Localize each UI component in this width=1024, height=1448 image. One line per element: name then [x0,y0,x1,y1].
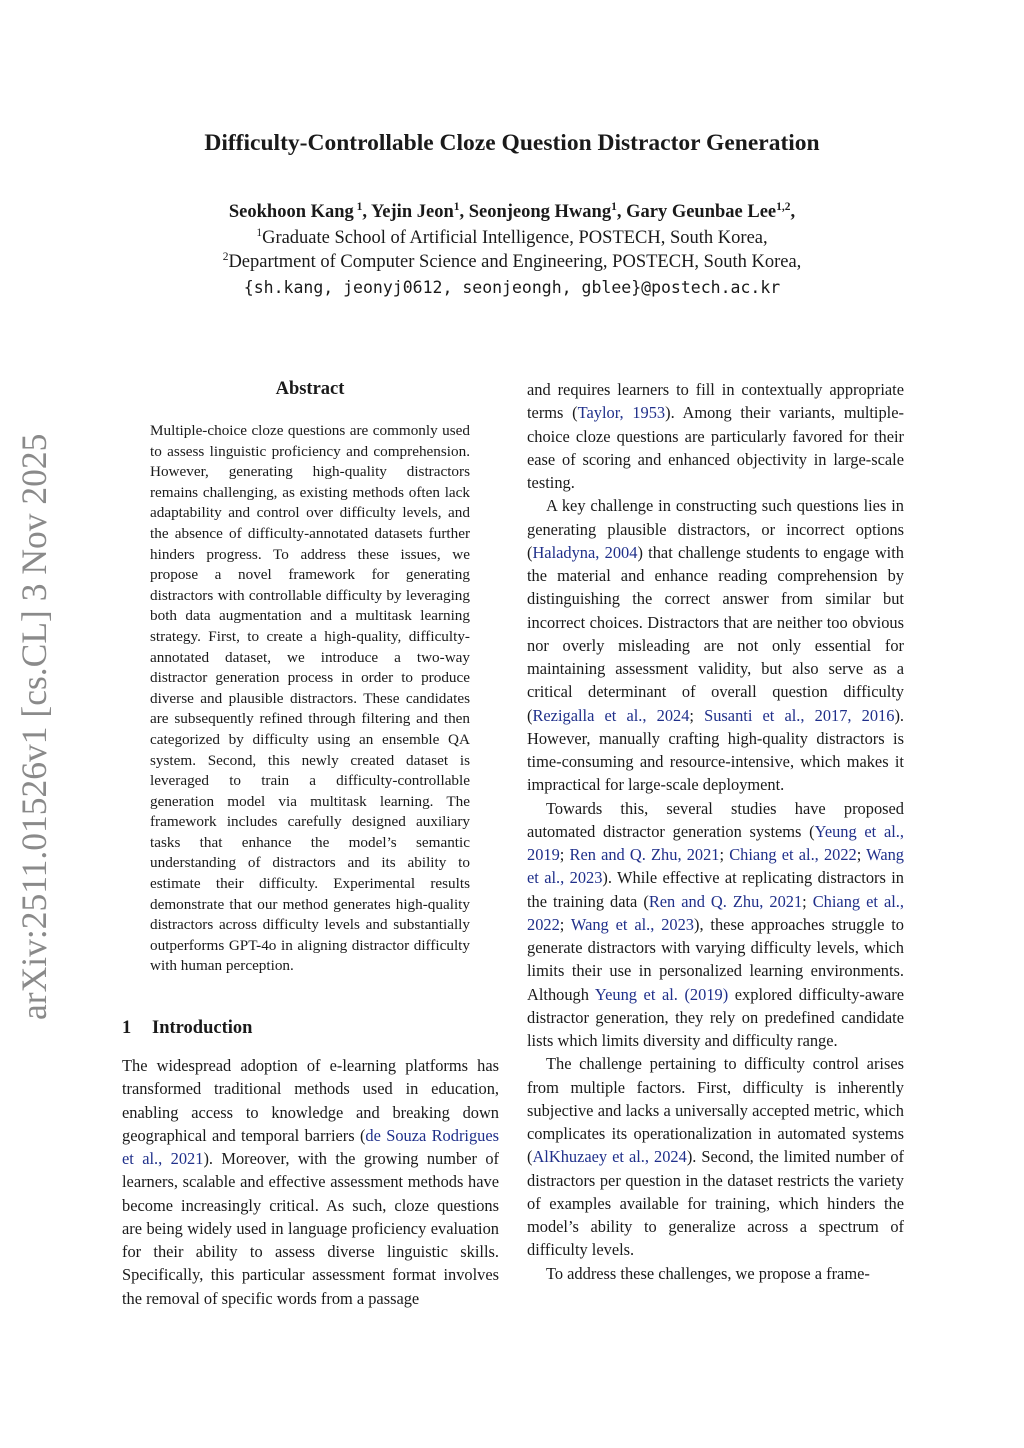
text-run: and requires learners to fill in contextually appropriate terms ( [527,380,904,423]
author-affiliation-mark: 1 [453,200,460,213]
text-run: ; [689,705,705,725]
text-run: ). Second, the limited number of distractors per question in the dataset restricts the variety of examples available for training, which hinders the model’s ability to generalize across a spectrum of difficulty levels. [527,1147,904,1260]
author-list [0,202,1024,223]
paragraph [527,797,904,1053]
abstract-body [150,421,470,977]
text-run: ). Moreover, with the growing number of learners, scalable and effective assessment methods have become increasingly critical. As such, cloze questions are being widely used in language proficiency evaluation for their ability to assess diverse linguistic skills. Specifically, this particular assessment format involves the removal of specific words from a passage [122,1149,499,1308]
text-run: ) that challenge students to engage with the material and enhance reading comprehension by distinguishing the correct answer from similar but incorrect choices. Distractors that are neither too obvious nor overly misleading are not only essential for maintaining assessment validity, but also serve as a critical determinant of overall question difficulty ( [527,542,904,725]
text-run: ; [856,845,867,864]
author-name: Yejin Jeon [371,202,454,222]
paragraph [527,378,904,494]
citation-link[interactable]: Yeung et al. (2019) [594,984,729,1004]
text-run: ). Among their variants, multiple-choice cloze questions are particularly favored for their ease of scoring and enhanced objectivity in large-scale testing. [527,403,904,492]
paragraph [122,1054,499,1310]
citation-link[interactable]: Taylor, 1953 [577,403,666,423]
citation-link[interactable]: Yeung et al., 2019 [527,821,904,864]
author-affiliation-mark: 1 [611,200,617,213]
text-run: ), these approaches struggle to generate distractors with varying difficulty levels, which limits their use in personalized learning environments. Although [527,914,904,1004]
citation-link[interactable]: Chiang et al., 2022 [729,845,857,864]
citation-link[interactable]: Chiang et al., 2022 [527,891,904,934]
author-name: Seonjeong Hwang [468,202,612,222]
citation-link[interactable]: de Souza Rodrigues et al., 2021 [122,1125,499,1168]
section-title: Introduction [152,1018,253,1038]
affiliation-mark: 2 [222,250,229,263]
citation-link[interactable]: Wang et al., 2023 [527,845,904,888]
section-heading-introduction [122,1018,502,1039]
author-emails: {sh.kang, jeonyj0612, seonjeongh, gblee}@postech.ac.kr [243,278,781,297]
citation-link[interactable]: Ren and Q. Zhu, 2021 [569,845,720,864]
text-run: ; [559,914,571,934]
paragraph [527,494,904,796]
citation-link[interactable]: Susanti et al., 2017, 2016 [704,705,895,725]
arxiv-identifier-text: arXiv:2511.01526v1 [cs.CL] 3 Nov 2025 [14,433,54,1020]
author-affiliation-mark: 1 [353,200,363,213]
affiliation-text: Graduate School of Artificial Intelligence, POSTECH, South Korea, [262,228,768,248]
text-run: ; [802,891,813,911]
affiliation-mark: 1 [256,226,263,239]
author-separator: , [790,202,796,222]
text-run: ). While effective at replicating distractors in the training data ( [527,868,904,911]
author-name: Gary Geunbae Lee [626,202,777,222]
author-separator: , [616,202,627,222]
author-separator: , [459,202,469,222]
citation-link[interactable]: Haladyna, 2004 [532,542,638,562]
text-run: Towards this, several studies have proposed automated distractor generation systems ( [527,798,904,841]
citation-link[interactable]: AlKhuzaey et al., 2024 [532,1147,687,1167]
citation-link[interactable]: Wang et al., 2023 [570,914,694,934]
section-number: 1 [122,1018,132,1038]
paragraph [527,1052,904,1261]
text-run: ; [559,845,570,864]
introduction-body [122,1054,499,1310]
text-run: A key challenge in constructing such questions lies in generating plausible distractors, or incorrect options ( [527,496,904,562]
citation-link[interactable]: Rezigalla et al., 2024 [532,705,690,725]
author-separator: , [362,202,371,222]
text-run: The widespread adoption of e-learning platforms has transformed traditional methods used in education, enabling access to knowledge and breaking down geographical and temporal barriers ( [122,1056,499,1145]
text-run: explored difficulty-aware distractor generation, they rely on predefined candidate lists which limits diversity and difficulty range. [527,984,904,1050]
text-run: The challenge pertaining to difficulty control arises from multiple factors. First, difficulty is inherently subjective and lacks a universally accepted metric, which complicates its operationalization in automated systems ( [527,1054,904,1167]
author-affiliation-mark: 1,2 [776,200,791,213]
affiliation-2 [0,252,1024,273]
text-run: To address these challenges, we propose a frame- [546,1263,870,1283]
citation-link[interactable]: Ren and Q. Zhu, 2021 [648,891,803,911]
right-column [527,378,904,1285]
abstract-heading: Abstract [275,379,345,399]
text-run: ). However, manually crafting high-quality distractors is time-consuming and resource-intensive, which makes it impractical for large-scale deployment. [527,705,904,795]
abstract-text: Multiple-choice cloze questions are commonly used to assess linguistic proficiency and comprehension. However, generating high-quality distractors remains challenging, as existing methods often lack adaptability and control over difficulty levels, and the absence of difficulty-annotated datasets further hinders progress. To address these issues, we propose a novel framework for generating distractors with controllable difficulty by leveraging both data augmentation and a multitask learning strategy. First, to create a high-quality, difficulty-annotated dataset, we introduce a two-way distractor generation process in order to produce diverse and plausible distractors. These candidates are subsequently refined through filtering and then categorized by difficulty using an ensemble QA system. Second, this newly created dataset is leveraged to train a difficulty-controllable generation model via multitask learning. The framework includes carefully designed auxiliary tasks that enhance the model’s semantic understanding of distractors and its ability to estimate their difficulty. Experimental results demonstrate that our method generates high-quality distractors across difficulty levels and substantially outperforms GPT-4o in aligning distractor difficulty with human perception. [150,422,470,975]
paper-title: Difficulty-Controllable Cloze Question Distractor Generation [204,130,820,156]
text-run: ; [719,845,730,864]
affiliation-text: Department of Computer Science and Engineering, POSTECH, South Korea, [228,252,802,272]
author-name: Seokhoon Kang [228,202,354,222]
affiliation-1 [0,228,1024,249]
paragraph [527,1262,904,1285]
